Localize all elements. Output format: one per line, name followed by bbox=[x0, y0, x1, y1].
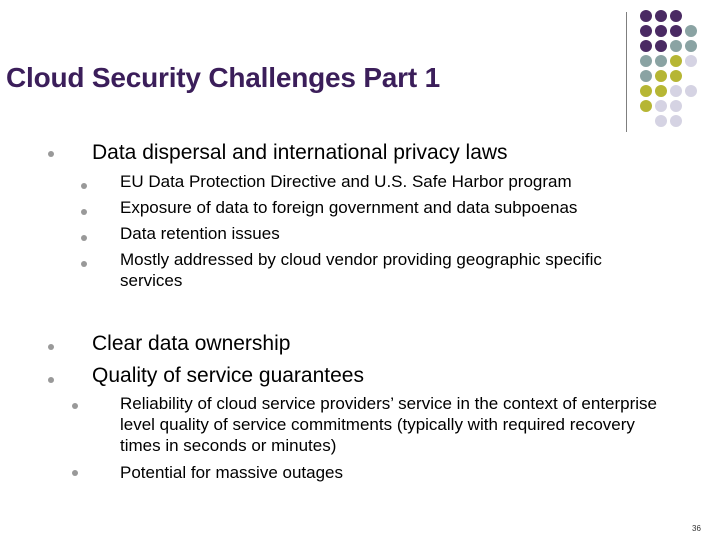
dot bbox=[685, 40, 697, 52]
dot bbox=[670, 100, 682, 112]
dot bbox=[655, 25, 667, 37]
dot bbox=[670, 85, 682, 97]
bullet bbox=[48, 344, 54, 350]
dot bbox=[670, 40, 682, 52]
sub-bullet: Mostly addressed by cloud vendor providing geographic specific services bbox=[120, 250, 602, 290]
dot bbox=[655, 10, 667, 22]
sub-bullet: Reliability of cloud service providers’ service in the context of enterprise level quality of service commitments (typically with required recovery times in seconds or minutes) bbox=[120, 394, 658, 455]
dot bbox=[655, 85, 667, 97]
dot bbox=[655, 100, 667, 112]
sub-bullet: Potential for massive outages bbox=[120, 463, 344, 482]
dot bbox=[655, 55, 667, 67]
dot bbox=[670, 115, 682, 127]
dot bbox=[670, 10, 682, 22]
dot bbox=[685, 55, 697, 67]
dot bbox=[640, 55, 652, 67]
bullet bbox=[81, 209, 87, 215]
dot bbox=[640, 25, 652, 37]
dot bbox=[655, 70, 667, 82]
bullet bbox=[81, 183, 87, 189]
dot bbox=[655, 115, 667, 127]
dot bbox=[685, 85, 697, 97]
bullet-heading: Data dispersal and international privacy laws bbox=[92, 141, 508, 164]
dot bbox=[640, 100, 652, 112]
bullet bbox=[48, 151, 54, 157]
sub-bullet: Data retention issues bbox=[120, 224, 280, 243]
bullet bbox=[72, 403, 78, 409]
divider-line bbox=[626, 12, 627, 132]
dot bbox=[640, 85, 652, 97]
bullet bbox=[72, 470, 78, 476]
dot bbox=[640, 10, 652, 22]
dot bbox=[670, 25, 682, 37]
bullet bbox=[81, 235, 87, 241]
dot bbox=[655, 40, 667, 52]
bullet bbox=[81, 261, 87, 267]
page-number: 36 bbox=[692, 524, 701, 533]
bullet-heading: Quality of service guarantees bbox=[92, 364, 364, 387]
sub-bullet: EU Data Protection Directive and U.S. Safe Harbor program bbox=[120, 172, 572, 191]
dot bbox=[685, 25, 697, 37]
slide-title: Cloud Security Challenges Part 1 bbox=[6, 62, 440, 93]
sub-bullet: Exposure of data to foreign government and data subpoenas bbox=[120, 198, 578, 217]
dot bbox=[670, 70, 682, 82]
dot bbox=[640, 70, 652, 82]
dot bbox=[640, 40, 652, 52]
bullet bbox=[48, 377, 54, 383]
bullet-heading: Clear data ownership bbox=[92, 332, 291, 355]
dot bbox=[670, 55, 682, 67]
